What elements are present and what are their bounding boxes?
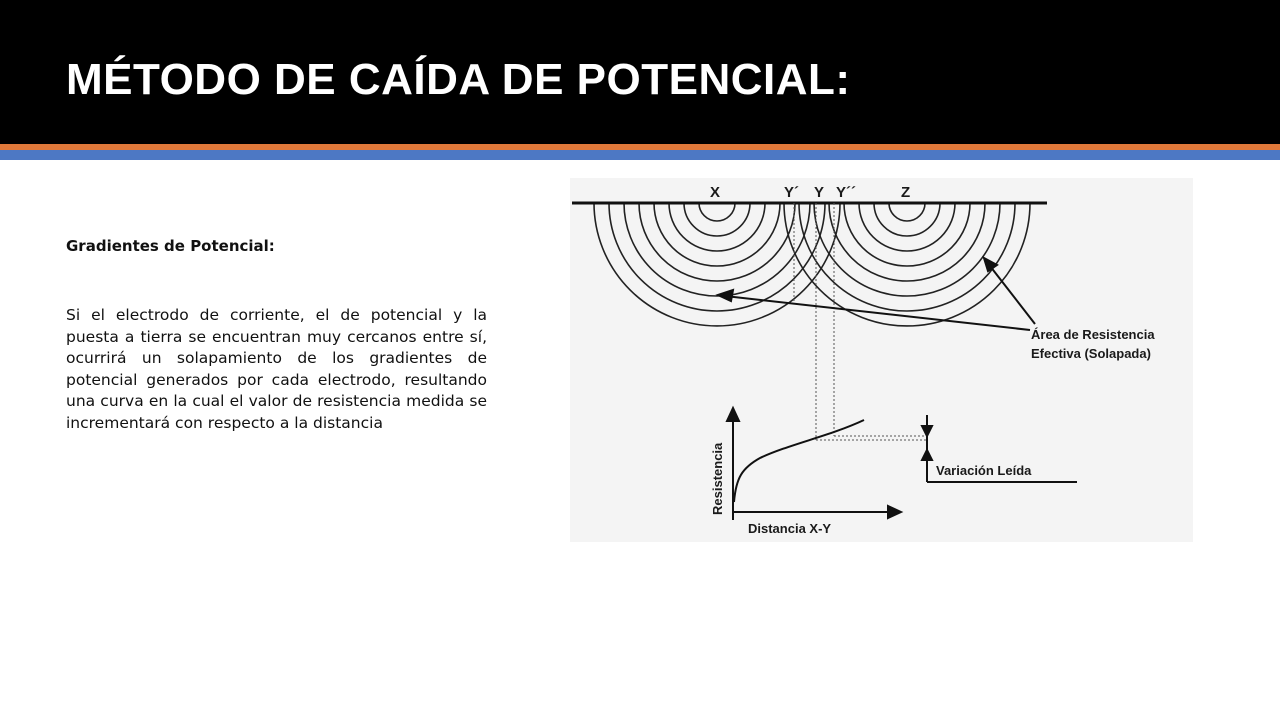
diagram-svg (570, 178, 1193, 542)
variation-label: Variación Leída (936, 463, 1032, 478)
electrode-label-z: Z (901, 184, 911, 201)
area-label-line2: Efectiva (Solapada) (1031, 346, 1151, 361)
x-axis-label: Distancia X-Y (748, 521, 832, 536)
electrode-x-gradients (594, 203, 840, 326)
title-bar (0, 0, 1280, 144)
area-pointer-arrows (718, 258, 1035, 330)
electrode-label-y: Y (814, 184, 825, 201)
potential-gradient-diagram (570, 178, 1193, 542)
graph-axes (727, 408, 901, 520)
electrode-label-y-double: Y´´ (836, 184, 856, 201)
section-subtitle: Gradientes de Potencial: (66, 237, 275, 255)
area-label-line1: Área de Resistencia (1031, 327, 1155, 342)
page-title: MÉTODO DE CAÍDA DE POTENCIAL: (66, 55, 851, 104)
resistance-curve (734, 420, 864, 502)
accent-stripe-blue (0, 150, 1280, 160)
electrode-label-x: X (710, 184, 721, 201)
body-paragraph: Si el electrodo de corriente, el de potencial y la puesta a tierra se encuentran muy cercanos entre sí, ocurrirá un solapamiento de los gradientes de potencial generados por cada electrodo, resultando una curva en la cual el valor de resistencia medida se incrementará con respecto a la distancia (66, 306, 487, 432)
projection-lines (794, 203, 926, 440)
electrode-label-y-prime: Y´ (784, 184, 799, 201)
y-axis-label: Resistencia (710, 442, 725, 515)
